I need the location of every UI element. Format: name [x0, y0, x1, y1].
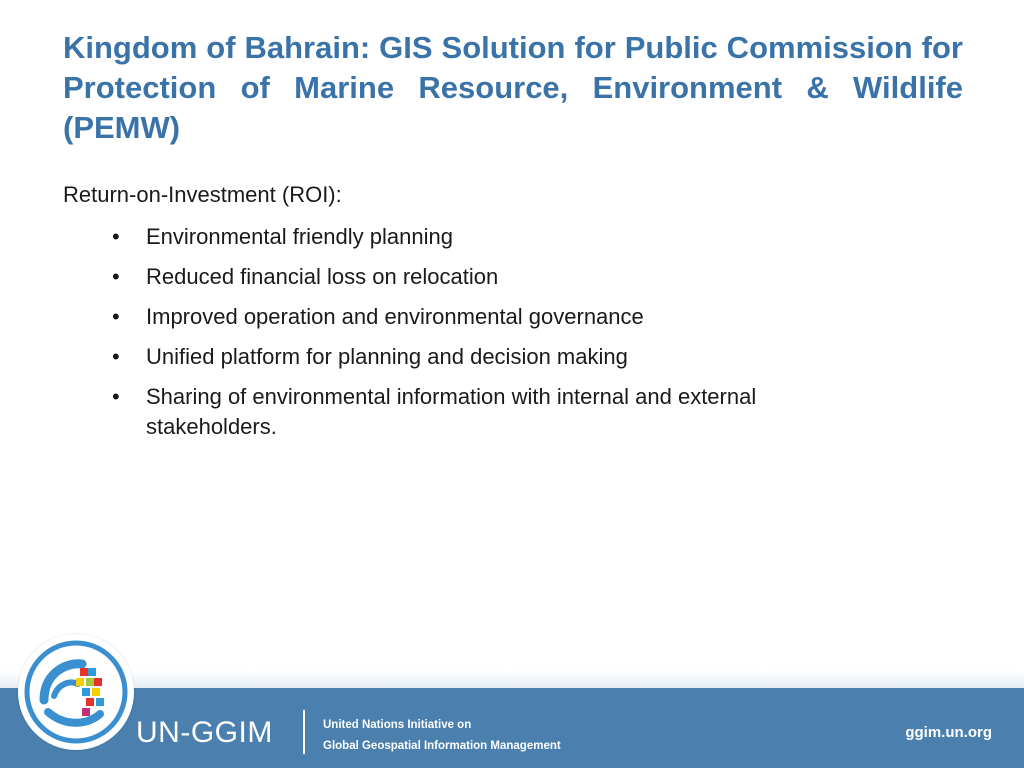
bullet-marker: • — [112, 224, 120, 249]
bullet-item — [112, 382, 882, 442]
bullet-item — [112, 262, 882, 292]
bullet-item — [112, 342, 882, 372]
un-ggim-wordmark: UN-GGIM — [136, 716, 273, 749]
bullet-text: Environmental friendly planning — [146, 224, 453, 249]
slide-title: Kingdom of Bahrain: GIS Solution for Public Commission for Protection of Marine Resource, Environment & Wildlife (PEMW) — [63, 30, 963, 145]
bullet-text: Sharing of environmental information with internal and external stakeholders. — [146, 384, 757, 439]
bullet-marker: • — [112, 344, 120, 369]
roi-bullet-list — [112, 222, 882, 452]
bullet-marker: • — [112, 384, 120, 409]
bullet-text: Improved operation and environmental governance — [146, 304, 644, 329]
bullet-text: Unified platform for planning and decision making — [146, 344, 628, 369]
roi-heading: Return-on-Investment (ROI): — [63, 182, 342, 207]
bullet-item — [112, 302, 882, 332]
bullet-marker: • — [112, 304, 120, 329]
footer-url: ggim.un.org — [905, 724, 992, 741]
bullet-marker: • — [112, 264, 120, 289]
bullet-item — [112, 222, 882, 252]
brand-divider — [303, 710, 305, 754]
bullet-text: Reduced financial loss on relocation — [146, 264, 499, 289]
footer-tagline — [323, 715, 561, 757]
tagline-line-1: United Nations Initiative on — [323, 719, 472, 731]
tagline-line-2: Global Geospatial Information Management — [323, 740, 561, 752]
un-ggim-globe-logo-icon — [18, 634, 134, 750]
